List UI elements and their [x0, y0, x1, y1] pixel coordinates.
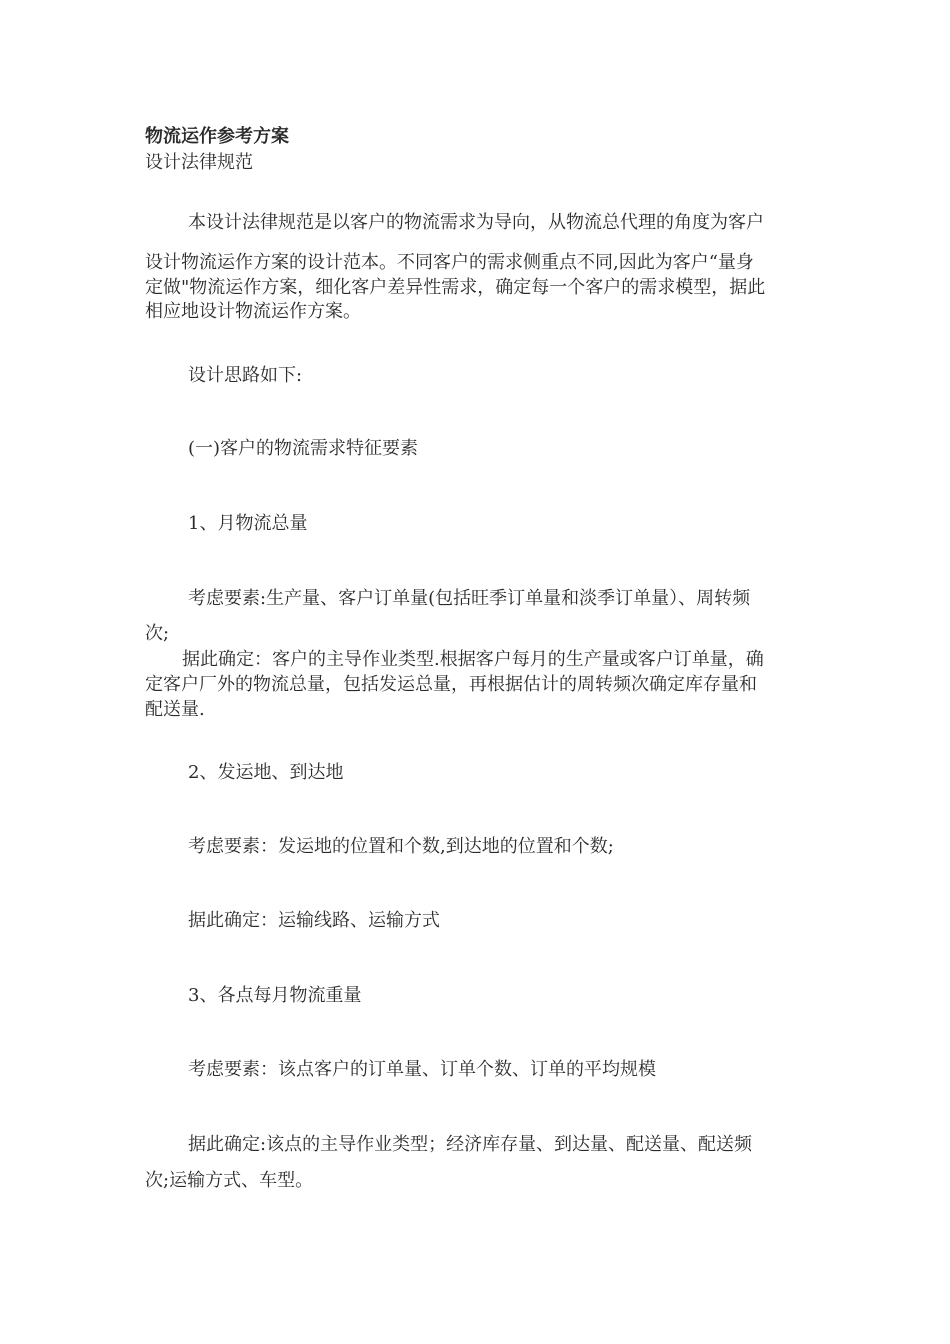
intro-line-1: 本设计法律规范是以客户的物流需求为导向，从物流总代理的角度为客户	[188, 212, 764, 233]
item3-basis-line-2: 次;运输方式、车型。	[145, 1170, 314, 1191]
intro-line-3: 定做"物流运作方案，细化客户差异性需求，确定每一个客户的需求模型，据此	[145, 277, 766, 298]
document-subtitle: 设计法律规范	[145, 152, 253, 173]
item1-factors-line-2: 次;	[145, 623, 170, 644]
item1-basis-line-1: 据此确定：客户的主导作业类型.根据客户每月的生产量或客户订单量，确	[182, 649, 764, 670]
intro-line-2: 设计物流运作方案的设计范本。不同客户的需求侧重点不同,因此为客户“量身	[145, 252, 754, 273]
intro-line-4: 相应地设计物流运作方案。	[145, 301, 361, 322]
item1-basis-line-3: 配送量.	[145, 699, 205, 720]
item3-basis-line-1: 据此确定:该点的主导作业类型；经济库存量、到达量、配送量、配送频	[188, 1134, 753, 1155]
item1-heading: 1、月物流总量	[188, 513, 308, 534]
item1-basis-line-2: 定客户厂外的物流总量，包括发运总量，再根据估计的周转频次确定库存量和	[145, 674, 757, 695]
item3-heading: 3、各点每月物流重量	[188, 985, 362, 1006]
section-heading: (一)客户的物流需求特征要素	[188, 438, 419, 459]
item2-heading: 2、发运地、到达地	[188, 762, 344, 783]
item1-factors-line-1: 考虑要素:生产量、客户订单量(包括旺季订单量和淡季订单量）、周转频	[188, 588, 751, 609]
item2-factors: 考虑要素：发运地的位置和个数,到达地的位置和个数;	[188, 836, 614, 857]
item2-basis: 据此确定：运输线路、运输方式	[188, 910, 440, 931]
item3-factors: 考虑要素：该点客户的订单量、订单个数、订单的平均规模	[188, 1059, 656, 1080]
document-title: 物流运作参考方案	[145, 126, 289, 147]
thinking-line: 设计思路如下:	[188, 365, 303, 386]
